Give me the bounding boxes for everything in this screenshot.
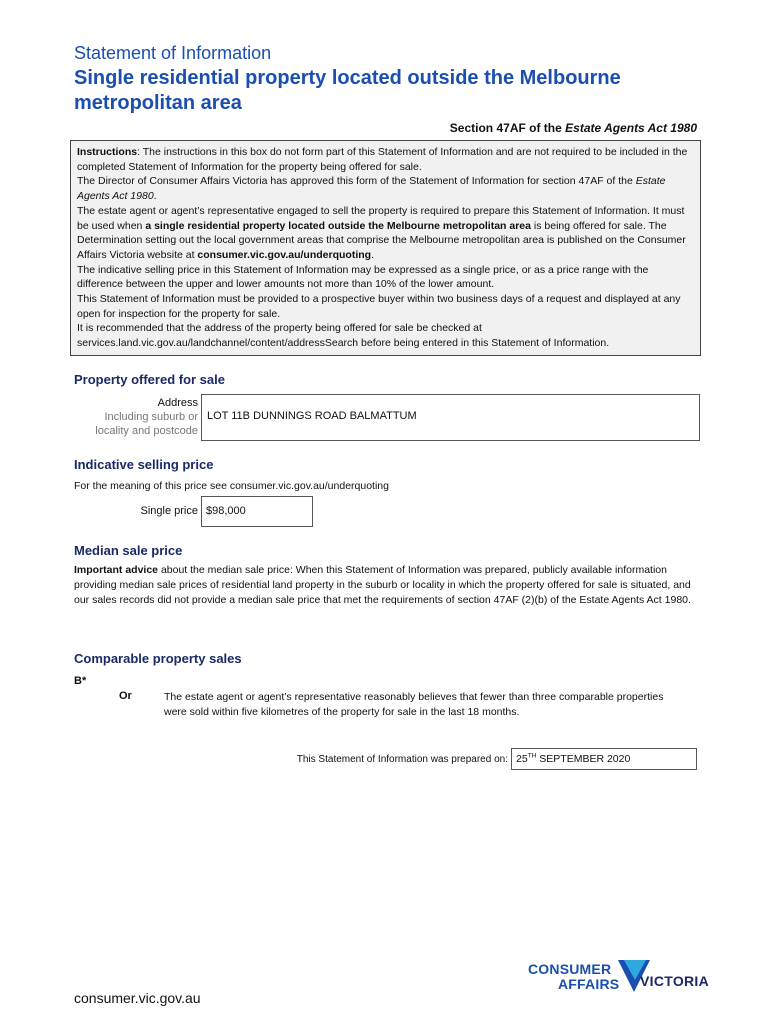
instructions-box — [70, 140, 701, 356]
price-meaning-note: For the meaning of this price see consumer.vic.gov.au/underquoting — [74, 480, 389, 492]
prepared-date-field[interactable]: 25TH SEPTEMBER 2020 — [511, 748, 697, 770]
instructions-label: Instructions — [77, 146, 138, 158]
instructions-p3: The estate agent or agent’s representative engaged to sell the property is required to prepare this Statement of Information. It must be used when a single residential property located outside the Melbourne metropolitan area is being offered for sale. The Determination setting out the local government areas that comprise the Melbourne metropolitan area is published on the Consumer Affairs Victoria website at consumer.vic.gov.au/underquoting. — [77, 204, 686, 261]
instructions-p4: The indicative selling price in this Statement of Information may be expressed as a single price, or as a price range with the difference between the upper and lower amounts not more than 10% of the lower amount. — [77, 263, 649, 291]
instructions-p1: Instructions: The instructions in this box do not form part of this Statement of Information and are not required to be included in the completed Statement of Information for the property being offered for sale. — [77, 146, 688, 173]
prepared-on-label: This Statement of Information was prepared on: — [296, 754, 508, 765]
section-reference — [450, 121, 697, 135]
single-price-field[interactable]: $98,000 — [201, 496, 313, 527]
median-heading: Median sale price — [74, 543, 183, 558]
underquoting-link[interactable]: consumer.vic.gov.au/underquoting — [197, 248, 372, 261]
section-prefix: Section 47AF of the — [449, 121, 566, 135]
consumer-affairs-victoria-logo: CONSUMER AFFAIRS VICTORIA — [528, 958, 704, 1008]
or-label: Or — [119, 690, 132, 702]
address-label: Address Including suburb or locality and postcode — [95, 397, 198, 437]
single-price-label: Single price — [140, 505, 198, 517]
property-heading: Property offered for sale — [74, 372, 225, 387]
address-field[interactable]: LOT 11B DUNNINGS ROAD BALMATTUM — [201, 394, 700, 441]
comparable-heading: Comparable property sales — [74, 651, 242, 666]
median-advice: Important advice about the median sale price: When this Statement of Information was prepared, publicly available information providing median sale prices of residential land property in the suburb or locality in which the property offered for sale is situated, and our sales records did not provide a median sale price that met the requirements of section 47AF (2)(b) of the Estate Agents Act 1980. — [74, 564, 691, 606]
instructions-p5: This Statement of Information must be provided to a prospective buyer within two business days of a request and displayed at any open for inspection for the property for sale. — [77, 293, 681, 320]
instructions-p2: The Director of Consumer Affairs Victoria has approved this form of the Statement of Information for section 47AF of the Estate Agents Act 1980. — [77, 175, 666, 203]
or-statement: The estate agent or agent’s representative reasonably believes that fewer than three comparable properties were sold within five kilometres of the property for sale in the last 18 months. — [164, 691, 664, 718]
document-kicker: Statement of Information — [74, 43, 272, 63]
indicative-price-heading: Indicative selling price — [74, 457, 214, 472]
instructions-p6: It is recommended that the address of the property being offered for sale be checked at services.land.vic.gov.au/landchannel/content/addressSearch before being entered in this Statement of Information. — [77, 322, 610, 350]
footer-url[interactable]: consumer.vic.gov.au — [74, 990, 201, 1006]
section-act: Estate Agents Act 1980 — [565, 121, 697, 135]
comparable-marker: B* — [74, 675, 87, 687]
document-title: Single residential property located outside the Melbourne metropolitan area — [74, 67, 621, 114]
